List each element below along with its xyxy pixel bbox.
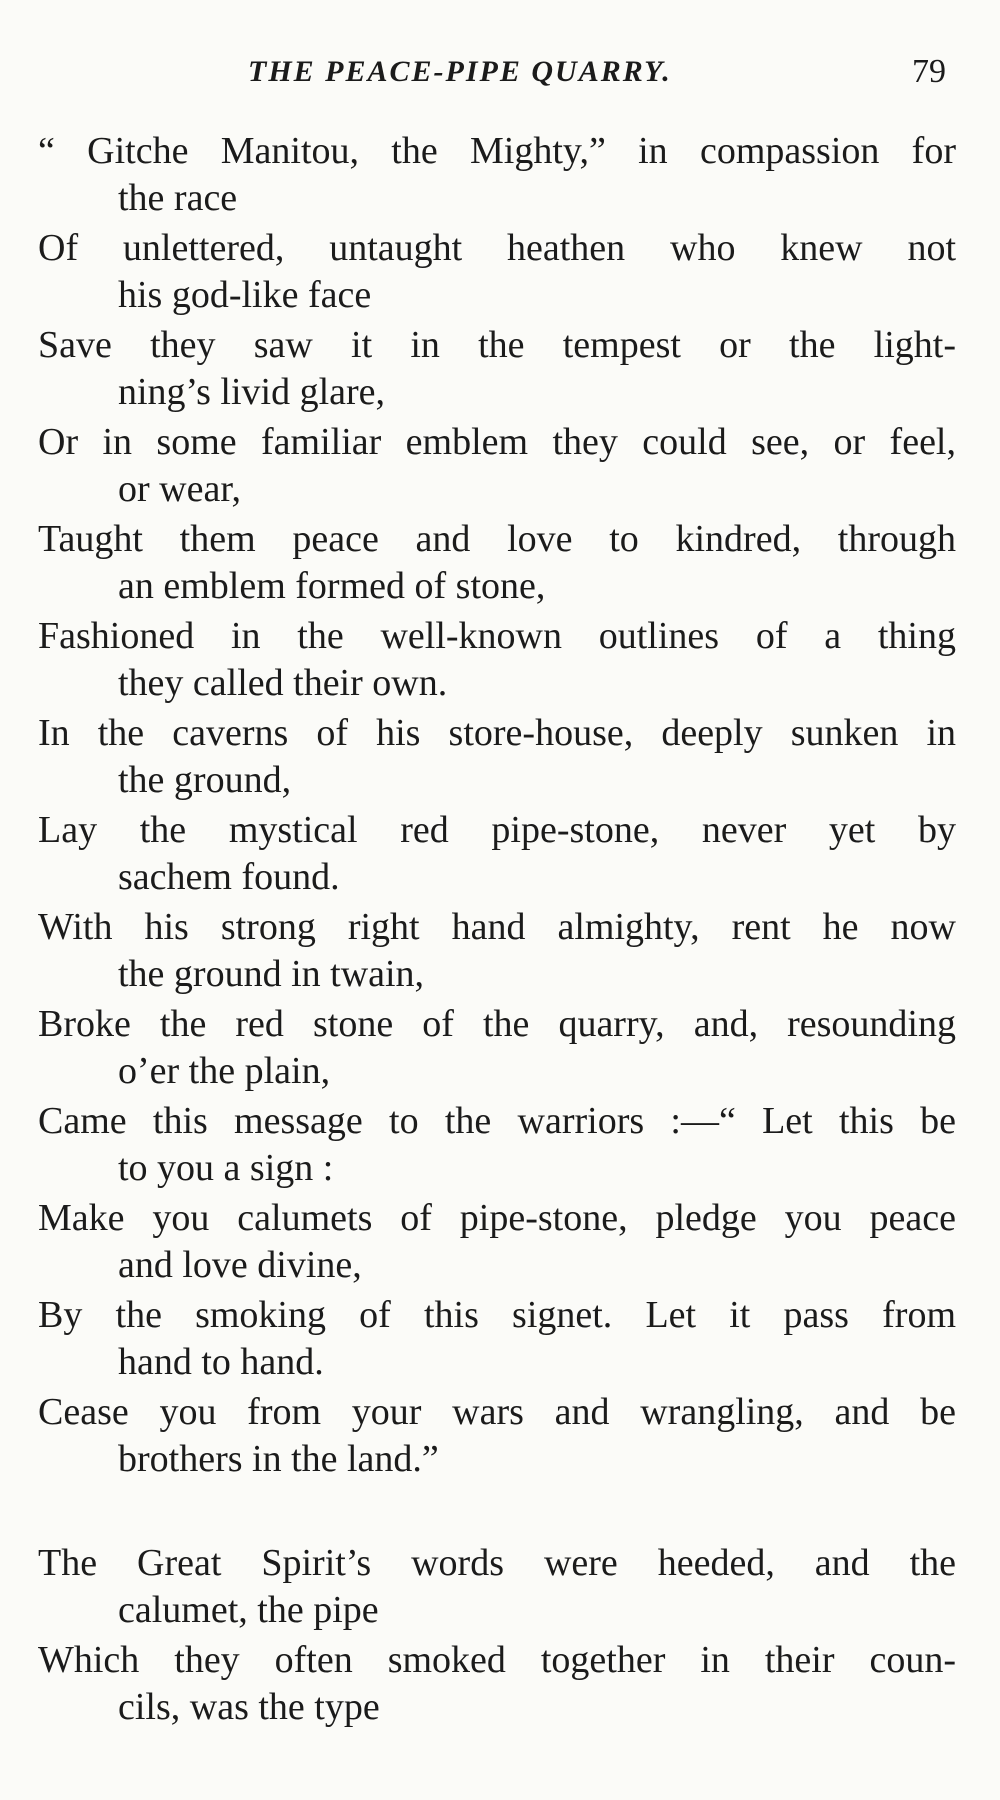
verse-line-continuation: o’er the plain, xyxy=(118,1050,331,1092)
verse-line: Fashioned in the well-known outlines of a thing xyxy=(38,615,956,657)
running-title: THE PEACE-PIPE QUARRY. xyxy=(248,55,672,88)
verse-line: “ Gitche Manitou, the Mighty,” in compassion for xyxy=(38,130,956,172)
verse-line: Of unlettered, untaught heathen who knew not xyxy=(38,227,956,269)
verse-line-continuation: they called their own. xyxy=(118,662,448,704)
verse-couplet xyxy=(38,1001,956,1095)
verse-line-continuation: sachem found. xyxy=(118,856,340,898)
verse-couplet xyxy=(38,516,956,610)
running-header xyxy=(0,50,1000,94)
verse-couplet xyxy=(38,807,956,901)
poem-text xyxy=(38,128,956,1734)
verse-couplet xyxy=(38,1540,956,1634)
verse-line: The Great Spirit’s words were heeded, and the xyxy=(38,1542,956,1584)
verse-line: Cease you from your wars and wrangling, and be xyxy=(38,1391,956,1433)
stanza-1 xyxy=(38,128,956,1483)
stanza-break xyxy=(38,1486,956,1540)
verse-line: Came this message to the warriors :—“ Let this be xyxy=(38,1100,956,1142)
verse-line: Which they often smoked together in their coun- xyxy=(38,1639,956,1681)
verse-line-continuation: the ground in twain, xyxy=(118,953,425,995)
verse-line-continuation: and love divine, xyxy=(118,1244,362,1286)
verse-couplet xyxy=(38,613,956,707)
verse-line-continuation: the race xyxy=(118,177,238,219)
verse-couplet xyxy=(38,1637,956,1731)
verse-line-continuation: the ground, xyxy=(118,759,292,801)
verse-line-continuation: or wear, xyxy=(118,468,241,510)
verse-line-continuation: ning’s livid glare, xyxy=(118,371,386,413)
verse-couplet xyxy=(38,419,956,513)
page-number: 79 xyxy=(912,53,946,90)
verse-couplet xyxy=(38,128,956,222)
verse-line-continuation: calumet, the pipe xyxy=(118,1589,379,1631)
verse-line: Or in some familiar emblem they could see, or feel, xyxy=(38,421,956,463)
verse-line: Save they saw it in the tempest or the light- xyxy=(38,324,956,366)
verse-line: Make you calumets of pipe-stone, pledge you peace xyxy=(38,1197,956,1239)
verse-couplet xyxy=(38,322,956,416)
verse-line-continuation: an emblem formed of stone, xyxy=(118,565,546,607)
verse-couplet xyxy=(38,904,956,998)
verse-couplet xyxy=(38,1195,956,1289)
verse-line: Taught them peace and love to kindred, through xyxy=(38,518,956,560)
verse-couplet xyxy=(38,225,956,319)
verse-line-continuation: to you a sign : xyxy=(118,1147,334,1189)
verse-line: In the caverns of his store-house, deeply sunken in xyxy=(38,712,956,754)
verse-line: By the smoking of this signet. Let it pass from xyxy=(38,1294,956,1336)
verse-couplet xyxy=(38,1098,956,1192)
verse-line: With his strong right hand almighty, rent he now xyxy=(38,906,956,948)
verse-line: Broke the red stone of the quarry, and, resounding xyxy=(38,1003,956,1045)
verse-line-continuation: hand to hand. xyxy=(118,1341,324,1383)
verse-couplet xyxy=(38,710,956,804)
verse-line-continuation: brothers in the land.” xyxy=(118,1438,439,1480)
verse-line: Lay the mystical red pipe-stone, never yet by xyxy=(38,809,956,851)
verse-line-continuation: cils, was the type xyxy=(118,1686,380,1728)
stanza-2 xyxy=(38,1540,956,1731)
verse-couplet xyxy=(38,1292,956,1386)
verse-line-continuation: his god-like face xyxy=(118,274,372,316)
verse-couplet xyxy=(38,1389,956,1483)
